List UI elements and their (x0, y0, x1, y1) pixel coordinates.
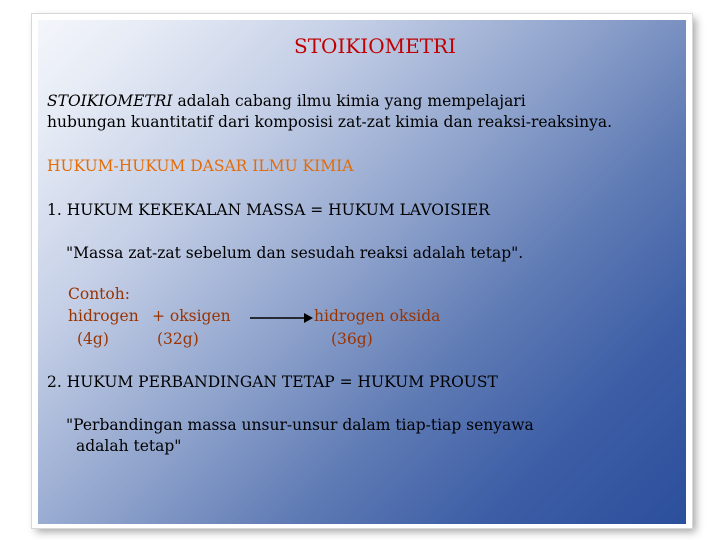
law1-statement: "Massa zat-zat sebelum dan sesudah reaksi adalah tetap". (66, 244, 524, 262)
example-mass-2: (32g) (157, 330, 199, 348)
example-product: hidrogen oksida (314, 307, 441, 325)
law2-heading: 2. HUKUM PERBANDINGAN TETAP = HUKUM PROUST (47, 373, 498, 391)
intro-line-1-rest: adalah cabang ilmu kimia yang mempelajari (172, 92, 526, 110)
slide-title: STOIKIOMETRI (294, 34, 456, 58)
intro-line-2: hubungan kuantitatif dari komposisi zat-zat kimia dan reaksi-reaksinya. (47, 113, 612, 131)
reaction-arrow-icon (248, 311, 314, 325)
law2-statement-line-1: "Perbandingan massa unsur-unsur dalam tiap-tiap senyawa (66, 416, 534, 434)
intro-paragraph (47, 91, 612, 133)
example-reactant-1: hidrogen (68, 307, 139, 325)
example-label: Contoh: (68, 285, 130, 303)
law1-heading: 1. HUKUM KEKEKALAN MASSA = HUKUM LAVOISIER (47, 201, 490, 219)
law2-statement-line-2: adalah tetap" (76, 437, 182, 455)
intro-line-1 (47, 91, 612, 112)
example-mass-1: (4g) (77, 330, 109, 348)
intro-term: STOIKIOMETRI (47, 92, 173, 110)
example-reactant-2: + oksigen (152, 307, 231, 325)
hukum-heading: HUKUM-HUKUM DASAR ILMU KIMIA (47, 157, 354, 175)
law2-statement (66, 415, 534, 457)
example-mass-3: (36g) (331, 330, 373, 348)
